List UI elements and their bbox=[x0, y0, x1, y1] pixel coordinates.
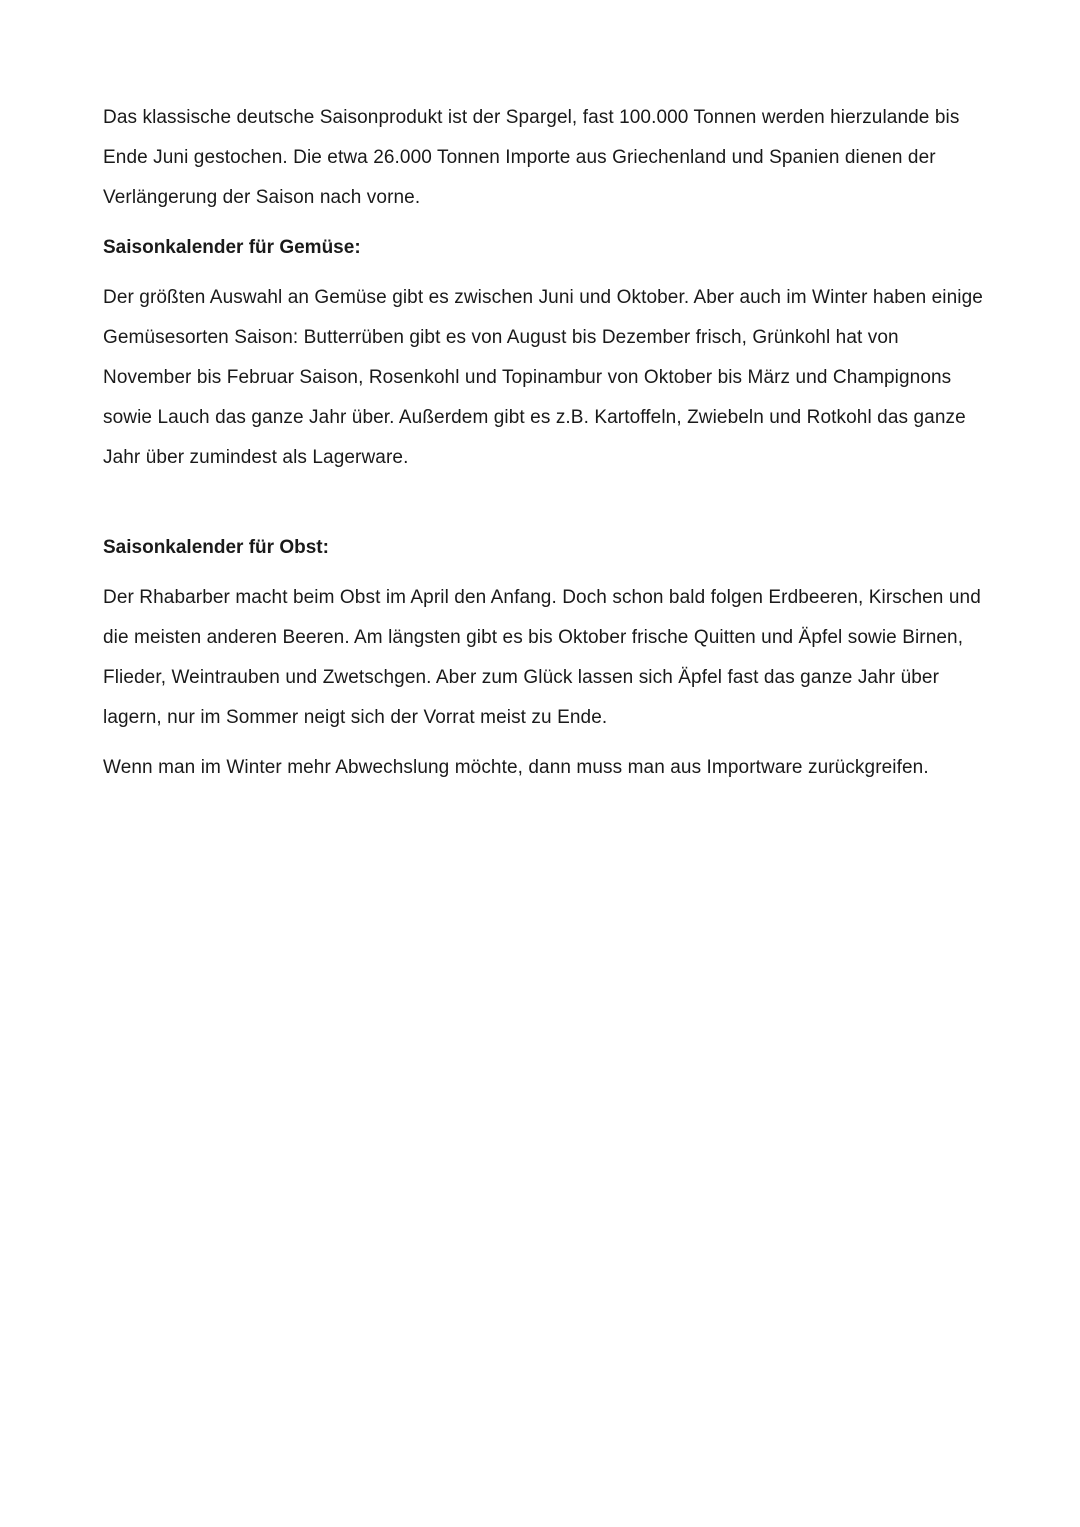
paragraph-intro: Das klassische deutsche Saisonprodukt ist der Spargel, fast 100.000 Tonnen werden hierzulande bis Ende Juni gestochen. Die etwa 26.000 Tonnen Importe aus Griechenland und Spanien dienen der Verlängerung der Saison nach vorne. bbox=[103, 107, 960, 208]
heading-fruit: Saisonkalender für Obst: bbox=[103, 537, 329, 558]
spacer bbox=[103, 268, 988, 278]
paragraph-winter: Wenn man im Winter mehr Abwechslung möchte, dann muss man aus Importware zurückgreifen. bbox=[103, 757, 929, 778]
paragraph-fruit: Der Rhabarber macht beim Obst im April den Anfang. Doch schon bald folgen Erdbeeren, Kirschen und die meisten anderen Beeren. Am längsten gibt es bis Oktober frische Quitten und Äpfel sowie Birnen, Flieder, Weintrauben und Zwetschgen. Aber zum Glück lassen sich Äpfel fast das ganze Jahr über lagern, nur im Sommer neigt sich der Vorrat meist zu Ende. bbox=[103, 587, 981, 728]
heading-vegetables: Saisonkalender für Gemüse: bbox=[103, 237, 361, 258]
spacer bbox=[103, 478, 988, 528]
spacer bbox=[103, 568, 988, 578]
document-page bbox=[103, 98, 988, 788]
spacer bbox=[103, 738, 988, 748]
spacer bbox=[103, 218, 988, 228]
paragraph-vegetables: Der größten Auswahl an Gemüse gibt es zwischen Juni und Oktober. Aber auch im Winter haben einige Gemüsesorten Saison: Butterrüben gibt es von August bis Dezember frisch, Grünkohl hat von November bis Februar Saison, Rosenkohl und Topinambur von Oktober bis März und Champignons sowie Lauch das ganze Jahr über. Außerdem gibt es z.B. Kartoffeln, Zwiebeln und Rotkohl das ganze Jahr über zumindest als Lagerware. bbox=[103, 287, 983, 468]
